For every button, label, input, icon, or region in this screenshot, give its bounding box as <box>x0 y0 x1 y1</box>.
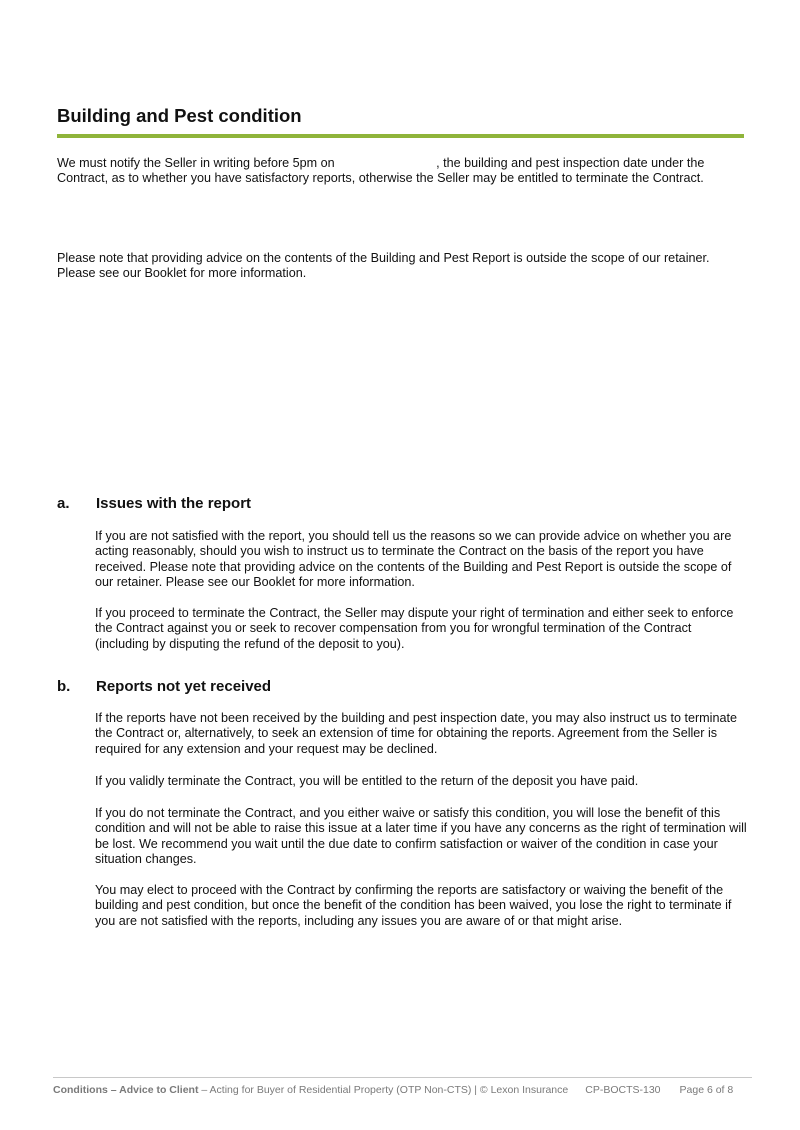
footer-divider <box>53 1077 752 1078</box>
intro-text-before: We must notify the Seller in writing before 5pm on <box>57 156 335 170</box>
section-b-title: Reports not yet received <box>96 678 272 695</box>
intro-paragraph <box>57 156 747 187</box>
title-underline <box>57 134 744 138</box>
footer-doc-code: CP-BOCTS-130 <box>585 1084 661 1096</box>
page-title: Building and Pest condition <box>57 105 302 126</box>
section-a-paragraph: If you are not satisfied with the report, you should tell us the reasons so we can provide advice on whether you are acting reasonably, should you wish to instruct us to terminate the Contract on the basis of the report you have received. Please note that providing advice on the contents of the Building and Pest Report is outside the scope of our retainer. Please see our Booklet for more information. <box>95 529 732 590</box>
footer-page-number: Page 6 of 8 <box>679 1084 734 1096</box>
section-a-title: Issues with the report <box>96 495 252 512</box>
section-b-paragraph: If the reports have not been received by the building and pest inspection date, you may also instruct us to terminate the Contract or, alternatively, to seek an extension of time for obtaining the reports. Agreement from the Seller is required for any extension and your request may be declined. <box>95 711 737 756</box>
footer-doc-title: Conditions – Advice to Client <box>53 1084 199 1096</box>
section-b-paragraph: If you validly terminate the Contract, you will be entitled to the return of the deposit you have paid. <box>95 774 639 788</box>
section-b-paragraph: You may elect to proceed with the Contract by confirming the reports are satisfactory or waiving the benefit of the building and pest condition, but once the benefit of the condition has been waived, you lose the right to terminate if you are not satisfied with the reports, including any issues you are aware of or that might arise. <box>95 883 732 928</box>
section-b-letter: b. <box>57 678 71 695</box>
page-footer <box>53 1084 753 1097</box>
footer-subtitle: – Acting for Buyer of Residential Property (OTP Non-CTS) | © Lexon Insurance <box>198 1084 569 1096</box>
section-a-letter: a. <box>57 495 70 512</box>
intro-text-after: , the building and pest inspection date under the Contract, as to whether you have satisfactory reports, otherwise the Seller may be entitled to terminate the Contract. <box>57 156 705 186</box>
section-b-heading <box>57 677 271 697</box>
section-a-heading <box>57 494 251 514</box>
scope-note: Please note that providing advice on the contents of the Building and Pest Report is outside the scope of our retainer. Please see our Booklet for more information. <box>57 251 710 281</box>
section-b-paragraph: If you do not terminate the Contract, and you either waive or satisfy this condition, you will lose the benefit of this condition and will not be able to raise this issue at a later time if you have any concerns as the right of termination will be lost. We recommend you wait until the due date to confirm satisfaction or waiver of the condition in case your situation changes. <box>95 806 747 867</box>
section-a-paragraph: If you proceed to terminate the Contract, the Seller may dispute your right of termination and either seek to enforce the Contract against you or seek to recover compensation from you for wrongful termination of the Contract (including by disputing the refund of the deposit to you). <box>95 606 734 651</box>
